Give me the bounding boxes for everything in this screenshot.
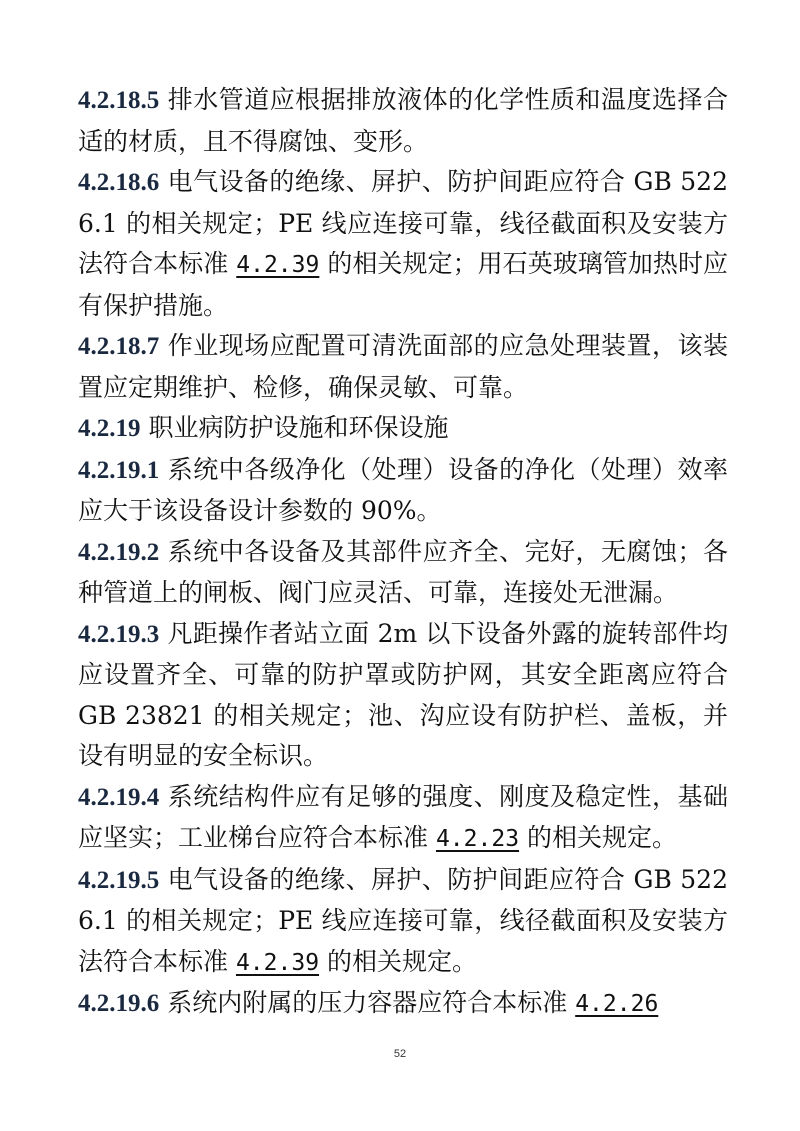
clause-number: 4.2.18.7 bbox=[78, 333, 160, 360]
clause-number: 4.2.19 bbox=[78, 415, 141, 442]
clause-text: 凡距操作者站立面 2m 以下设备外露的旋转部件均应设置齐全、可靠的防护罩或防护网，其安全距离应符合 GB 23821 的相关规定；池、沟应设有防护栏、盖板，并设有明显的安全标识。 bbox=[78, 618, 728, 770]
clause-reference-link[interactable]: 4.2.23 bbox=[435, 826, 520, 852]
clause-number: 4.2.19.2 bbox=[78, 538, 160, 566]
clause-number: 4.2.18.5 bbox=[78, 87, 160, 114]
clause-reference-link[interactable]: 4.2.26 bbox=[575, 991, 659, 1017]
clause-number: 4.2.18.6 bbox=[78, 169, 160, 196]
clause-text-continued: 的相关规定；用石英玻璃管加热时应有保护措施。 bbox=[78, 249, 729, 320]
clause-text: 系统中各设备及其部件应齐全、完好，无腐蚀；各种管道上的闸板、阀门应灵活、可靠，连接处无泄漏。 bbox=[78, 536, 728, 607]
clause-4-2-19-3 bbox=[78, 614, 728, 777]
clause-4-2-19-2 bbox=[78, 532, 728, 614]
clause-text: 电气设备的绝缘、屏护、防护间距应符合 GB 5226.1 的相关规定；PE 线应连接可靠，线径截面积及安装方法符合本标准 bbox=[78, 864, 728, 976]
clause-reference-link[interactable]: 4.2.39 bbox=[236, 252, 320, 278]
page-number: 52 bbox=[393, 1048, 407, 1060]
clause-text: 电气设备的绝缘、屏护、防护间距应符合 GB 5226.1 的相关规定；PE 线应连接可靠，线径截面积及安装方法符合本标准 bbox=[78, 167, 728, 278]
clause-4-2-18-7 bbox=[78, 326, 728, 408]
clause-4-2-19-1 bbox=[78, 450, 728, 532]
document-body bbox=[78, 80, 728, 1025]
clause-4-2-19-6 bbox=[78, 983, 728, 1025]
clause-text: 系统结构件应有足够的强度、刚度及稳定性，基础应坚实；工业梯台应符合本标准 bbox=[78, 781, 728, 852]
clause-number: 4.2.19.5 bbox=[78, 866, 160, 894]
clause-text: 作业现场应配置可清洗面部的应急处理装置，该装置应定期维护、检修，确保灵敏、可靠。 bbox=[78, 331, 728, 402]
clause-text: 系统内附属的压力容器应符合本标准 bbox=[167, 988, 576, 1017]
clause-reference-link[interactable]: 4.2.39 bbox=[235, 949, 320, 976]
clause-number: 4.2.19.3 bbox=[78, 620, 160, 648]
clause-4-2-18-6 bbox=[78, 162, 728, 326]
clause-number: 4.2.19.1 bbox=[78, 456, 160, 484]
section-heading: 职业病防护设施和环保设施 bbox=[148, 413, 449, 442]
clause-number: 4.2.19.6 bbox=[78, 990, 160, 1017]
clause-text: 排水管道应根据排放液体的化学性质和温度选择合适的材质，且不得腐蚀、变形。 bbox=[78, 85, 728, 156]
clause-text-continued: 的相关规定。 bbox=[319, 946, 477, 976]
clause-4-2-19-5 bbox=[78, 860, 728, 984]
clause-4-2-18-5 bbox=[78, 80, 728, 162]
clause-text-continued: 的相关规定。 bbox=[519, 823, 677, 852]
clause-text: 系统中各级净化（处理）设备的净化（处理）效率应大于该设备设计参数的 90%。 bbox=[78, 454, 728, 525]
clause-4-2-19 bbox=[78, 408, 728, 450]
clause-number: 4.2.19.4 bbox=[78, 783, 160, 811]
clause-4-2-19-4 bbox=[78, 777, 728, 860]
